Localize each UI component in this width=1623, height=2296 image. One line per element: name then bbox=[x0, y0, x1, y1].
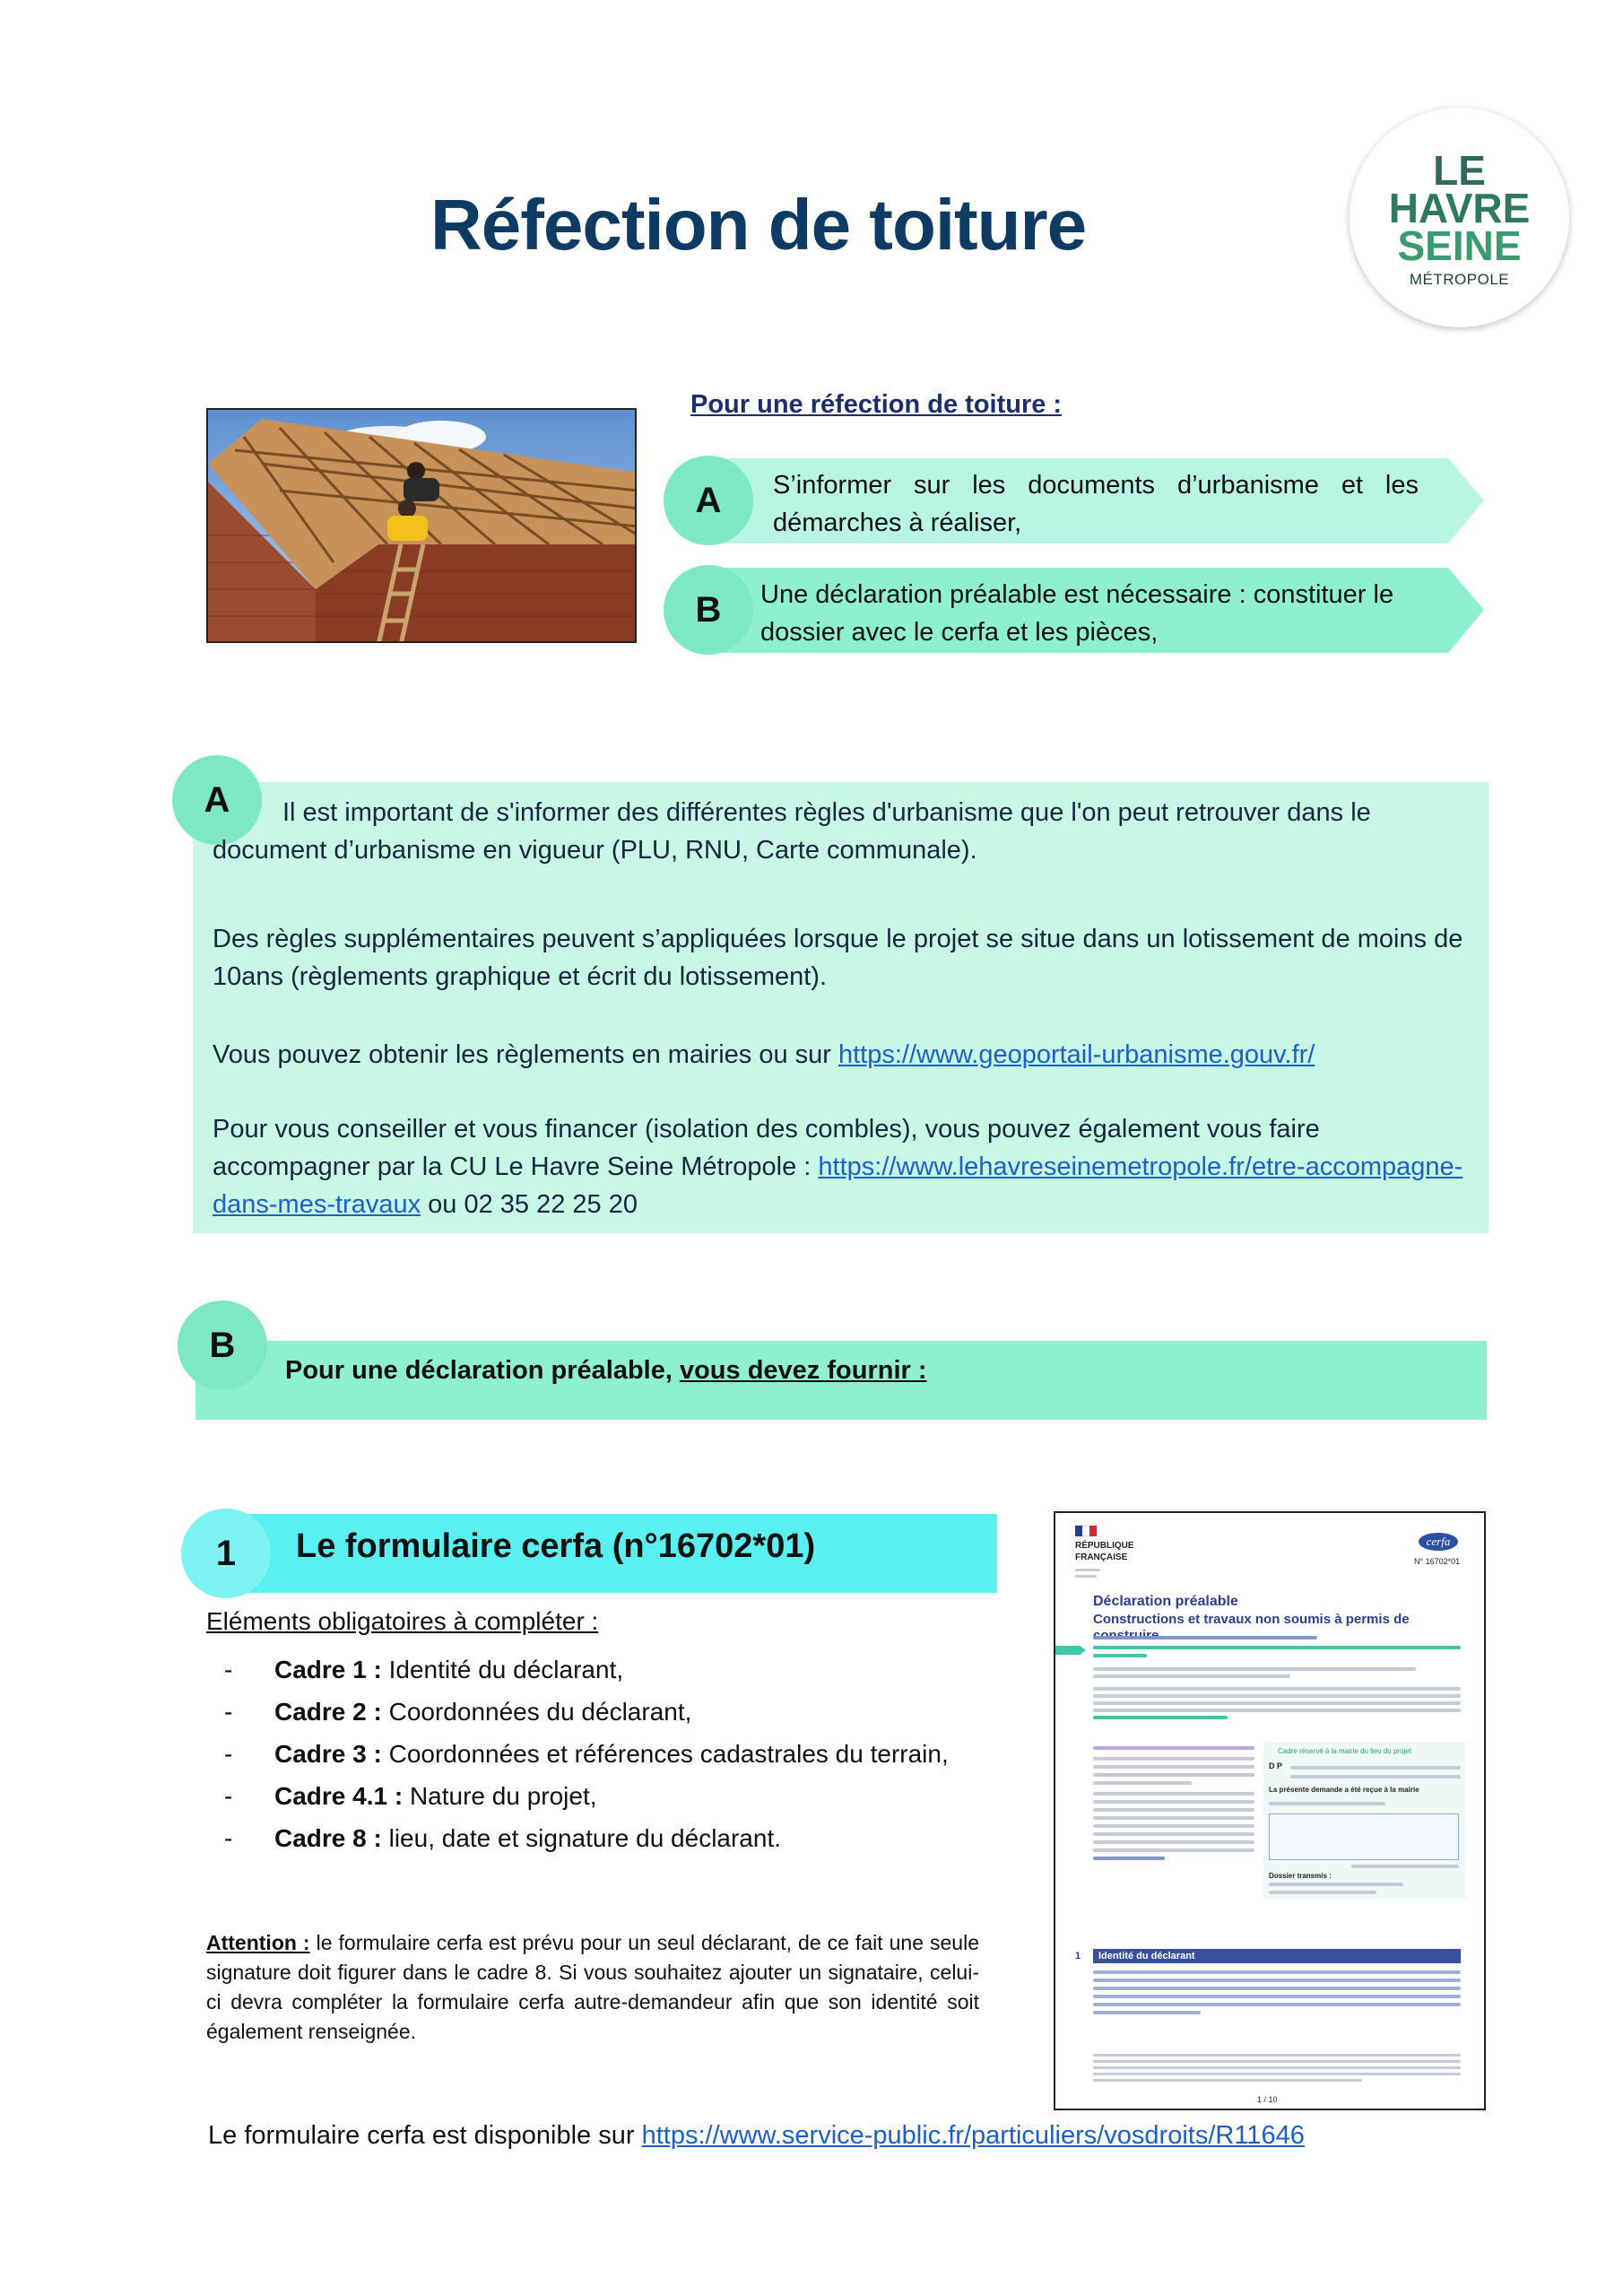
list-dash: - bbox=[224, 1740, 233, 1768]
geoportail-link[interactable]: https://www.geoportail-urbanisme.gouv.fr/ bbox=[838, 1040, 1315, 1069]
page-number: 1 / 10 bbox=[1257, 2095, 1278, 2104]
logo-line-3: SEINE bbox=[1397, 222, 1522, 269]
cerfa-logo bbox=[1419, 1533, 1458, 1551]
placeholder-line bbox=[1093, 1781, 1192, 1785]
placeholder-line bbox=[1093, 1709, 1461, 1712]
list-item bbox=[224, 1817, 959, 1859]
list-item-label: Cadre 8 : bbox=[274, 1824, 382, 1852]
placeholder-line bbox=[1269, 1802, 1385, 1805]
logo-line-2: HAVRE bbox=[1388, 185, 1531, 231]
stamp-box bbox=[1269, 1813, 1459, 1860]
intro-step-b-text: Une déclaration préalable est nécessaire : constituer le dossier avec le cerfa et les pièces, bbox=[760, 580, 1394, 647]
warning-paragraph bbox=[206, 1928, 979, 2047]
placeholder-line bbox=[1093, 1857, 1165, 1860]
intro-step-a-text: S’informer sur les documents d’urbanisme et les démarches à réaliser, bbox=[773, 471, 1419, 537]
section-a-paragraph-1 bbox=[213, 794, 1472, 869]
required-elements-list bbox=[224, 1648, 959, 1859]
placeholder-line bbox=[1093, 1840, 1254, 1844]
placeholder-line bbox=[1093, 1995, 1461, 1998]
list-item-label: Cadre 3 : bbox=[274, 1740, 382, 1768]
french-flag-icon bbox=[1075, 1526, 1097, 1536]
section-b-bold-text: Pour une déclaration préalable, bbox=[285, 1356, 680, 1385]
form-number: N° 16702*01 bbox=[1414, 1557, 1461, 1566]
intro-step-a bbox=[664, 458, 1484, 544]
required-elements-heading: Eléments obligatoires à compléter : bbox=[206, 1607, 599, 1635]
cerfa-logo-text: cerfa bbox=[1426, 1535, 1451, 1548]
placeholder-line bbox=[1093, 2011, 1201, 2014]
section-a-p4-text: Pour vous conseiller et vous financer (isolation des combles), vous pouvez également vous faire accompagner par la CU Le Havre Seine Métropole : bbox=[213, 1115, 1320, 1181]
republic-label: RÉPUBLIQUE FRANÇAISE bbox=[1075, 1541, 1134, 1562]
frame-label: Cadre réservé à la mairie du lieu du projet bbox=[1278, 1747, 1411, 1755]
green-arrow-marker bbox=[1055, 1646, 1086, 1655]
list-item-label: Cadre 1 : bbox=[274, 1656, 382, 1683]
list-item-text: Identité du déclarant, bbox=[381, 1656, 624, 1683]
placeholder-line bbox=[1093, 1654, 1147, 1657]
intro-step-b bbox=[664, 568, 1484, 653]
received-label: La présente demande a été reçue à la mairie bbox=[1269, 1786, 1419, 1794]
placeholder-line bbox=[1093, 1832, 1254, 1836]
list-item bbox=[224, 1733, 959, 1775]
placeholder-line bbox=[1351, 1865, 1459, 1868]
roof-illustration bbox=[208, 410, 637, 643]
placeholder-line bbox=[1290, 1775, 1461, 1779]
section-a-p4-phone: ou 02 35 22 25 20 bbox=[421, 1190, 638, 1219]
page-title: Réfection de toiture bbox=[430, 185, 1087, 265]
placeholder-line bbox=[1093, 1674, 1290, 1678]
placeholder-line bbox=[1093, 1970, 1461, 1974]
intro-step-b-badge: B bbox=[664, 565, 753, 655]
list-dash: - bbox=[224, 1782, 233, 1810]
placeholder-line bbox=[1093, 1636, 1317, 1639]
dp-label: D P bbox=[1269, 1761, 1283, 1770]
list-item-label: Cadre 4.1 : bbox=[274, 1782, 404, 1810]
intro-step-a-badge: A bbox=[664, 456, 753, 545]
placeholder-line bbox=[1093, 1773, 1254, 1777]
placeholder-line bbox=[1093, 1694, 1461, 1698]
placeholder-line bbox=[1093, 1800, 1254, 1804]
placeholder-line bbox=[1093, 1746, 1254, 1750]
list-item bbox=[224, 1648, 959, 1691]
roof-photo bbox=[206, 408, 637, 643]
section-a-paragraph-2 bbox=[213, 920, 1472, 996]
list-dash: - bbox=[224, 1698, 233, 1726]
placeholder-line bbox=[1093, 2066, 1461, 2069]
placeholder-line bbox=[1075, 1575, 1097, 1578]
placeholder-line bbox=[1093, 1687, 1461, 1691]
cerfa-title: Le formulaire cerfa (n°16702*01) bbox=[296, 1527, 816, 1565]
placeholder-line bbox=[1269, 1891, 1376, 1894]
logo-line-4: MÉTROPOLE bbox=[1409, 271, 1510, 288]
lehavre-accompagnement-link[interactable]: https://www.lehavreseinemetropole.fr/etre-accompagne-dans-mes-travaux bbox=[213, 1152, 1463, 1219]
service-public-link[interactable]: https://www.service-public.fr/particuliers/vosdroits/R11646 bbox=[641, 2121, 1305, 2150]
cerfa-availability-text: Le formulaire cerfa est disponible sur bbox=[208, 2121, 642, 2150]
list-item-text: Coordonnées du déclarant, bbox=[381, 1698, 692, 1726]
doc-subtitle: Constructions et travaux non soumis à permis de bbox=[1093, 1612, 1410, 1627]
section-b-badge: B bbox=[178, 1300, 267, 1390]
placeholder-line bbox=[1093, 2003, 1461, 2006]
placeholder-line bbox=[1269, 1883, 1403, 1886]
section-1-number: 1 bbox=[1075, 1951, 1081, 1961]
placeholder-line bbox=[1093, 1816, 1254, 1820]
logo-line-1: LE bbox=[1433, 147, 1486, 194]
placeholder-line bbox=[1093, 1667, 1416, 1671]
section-a-p2-text: Des règles supplémentaires peuvent s’appliquées lorsque le projet se situe dans un lotissement de moins de 10ans (règlements graphique et écrit du lotissement). bbox=[213, 925, 1463, 991]
section-b-text bbox=[285, 1356, 927, 1386]
cerfa-availability bbox=[208, 2121, 1305, 2151]
section-a-paragraph-3 bbox=[213, 1036, 1472, 1074]
placeholder-line bbox=[1093, 1824, 1254, 1828]
placeholder-line bbox=[1093, 1987, 1461, 1990]
list-item-text: lieu, date et signature du déclarant. bbox=[381, 1824, 782, 1852]
section-b-underlined-text: vous devez fournir : bbox=[679, 1356, 927, 1385]
section-a-badge: A bbox=[172, 755, 262, 845]
warning-label: Attention : bbox=[206, 1931, 310, 1954]
placeholder-line bbox=[1093, 1765, 1254, 1769]
section-a-p1-text: Il est important de s'informer des différentes règles d'urbanisme que l'on peut retrouver dans le document d’urbanisme en vigueur (PLU, RNU, Carte communale). bbox=[213, 798, 1371, 865]
dossier-label: Dossier transmis : bbox=[1269, 1872, 1332, 1880]
placeholder-line bbox=[1093, 1848, 1254, 1852]
placeholder-line bbox=[1093, 1701, 1461, 1705]
placeholder-line bbox=[1093, 2054, 1461, 2057]
list-item bbox=[224, 1775, 959, 1817]
intro-heading: Pour une réfection de toiture : bbox=[690, 390, 1063, 419]
placeholder-line bbox=[1093, 1808, 1254, 1812]
placeholder-line bbox=[1093, 2060, 1461, 2063]
section-a-p3-text: Vous pouvez obtenir les règlements en mairies ou sur bbox=[213, 1040, 838, 1069]
section-a-paragraph-4 bbox=[213, 1110, 1472, 1223]
list-item-text: Nature du projet, bbox=[403, 1782, 597, 1810]
list-item-text: Coordonnées et références cadastrales du terrain, bbox=[381, 1740, 949, 1768]
list-dash: - bbox=[224, 1656, 233, 1683]
identity-header-label: Identité du déclarant bbox=[1098, 1951, 1195, 1961]
list-item bbox=[224, 1691, 959, 1733]
warning-text: le formulaire cerfa est prévu pour un seul déclarant, de ce fait une seule signature doit figurer dans le cadre 8. Si vous souhaitez ajouter un signataire, celui-ci devra compléter la formulaire cerfa autre-demandeur afin que son identité soit également renseignée. bbox=[206, 1931, 979, 2043]
placeholder-line bbox=[1290, 1766, 1461, 1770]
list-dash: - bbox=[224, 1824, 233, 1852]
list-item-label: Cadre 2 : bbox=[274, 1698, 382, 1726]
cerfa-number-badge: 1 bbox=[181, 1509, 271, 1598]
placeholder-line bbox=[1075, 1569, 1100, 1571]
placeholder-line bbox=[1093, 1716, 1228, 1719]
placeholder-line bbox=[1093, 1792, 1254, 1796]
le-havre-seine-metropole-logo bbox=[1350, 108, 1569, 327]
placeholder-line bbox=[1093, 1646, 1461, 1649]
doc-title: Déclaration préalable bbox=[1093, 1594, 1238, 1609]
placeholder-line bbox=[1093, 2079, 1362, 2082]
placeholder-line bbox=[1093, 1979, 1461, 1982]
placeholder-line bbox=[1093, 2073, 1461, 2075]
cerfa-form-thumbnail bbox=[1054, 1511, 1486, 2110]
placeholder-line bbox=[1093, 1757, 1254, 1761]
